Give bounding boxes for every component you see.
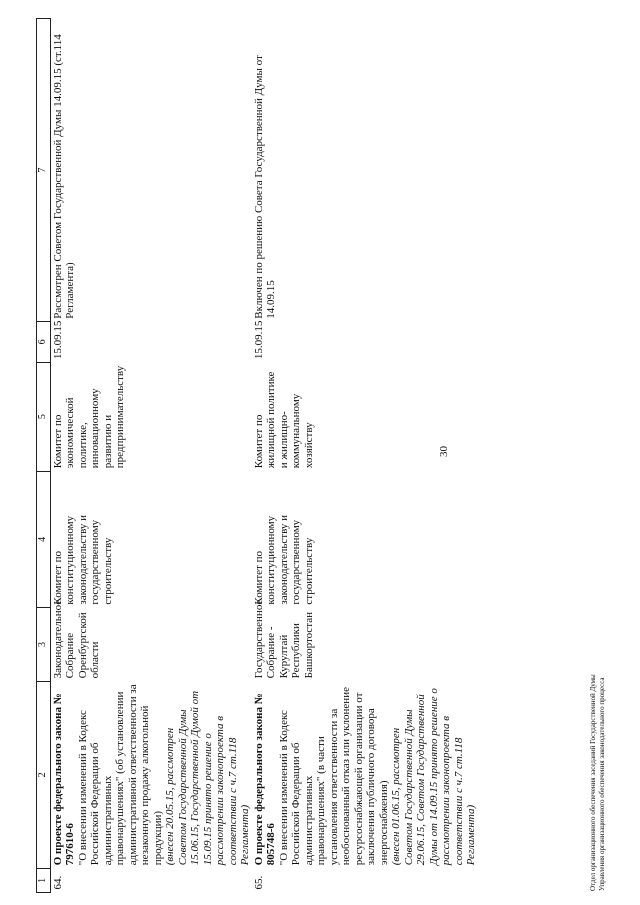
bill-title: О проекте федерального закона № 805748-6 <box>252 693 277 866</box>
bill-description: "О внесении изменений в Кодекс Российской Федерации об административных правонарушениях" (в части установления ответственности за необоснованный отказ или уклонение ресурсоснабжающей организации от заключения публичного договора энергоснабжения) <box>277 687 390 866</box>
col-header-7: 7 <box>37 19 51 322</box>
bill-status: (внесен 20.05.15, рассмотрен Советом Государственной Думы 15.06.15, Государственной Думой от 15.09.15 принято решение о рассмотрении законопроекта в соответствии с ч.7 ст.118 Регламента) <box>164 690 251 866</box>
initiator-cell: Законодательное Собрание Оренбургской области <box>51 599 101 679</box>
initiator-cell: Государственное Собрание - Курултай Республики Башкортостан <box>252 599 315 679</box>
co-committee-cell: Комитет по экономической политике, инновационному развитию и предпринимательству <box>51 365 126 469</box>
date-cell: 15.09.15 <box>252 320 265 360</box>
date-cell: 15.09.15 <box>51 320 64 360</box>
col-header-3: 3 <box>37 608 51 682</box>
bill-title: О проекте федерального закона № 797610-6 <box>51 693 76 866</box>
footer-line-2: Управления организационного обеспечения законодательного процесса <box>597 677 606 891</box>
bills-table <box>36 18 478 893</box>
col-header-4: 4 <box>37 471 51 607</box>
bill-cell <box>50 681 252 868</box>
bill-cell <box>252 681 478 868</box>
footer-line-1: Отдел организационного обеспечения заседаний Государственной Думы <box>589 674 597 891</box>
page-number: 30 <box>438 446 450 457</box>
col-header-6: 6 <box>37 322 51 362</box>
footer <box>589 674 606 891</box>
bill-description: "О внесении изменений в Кодекс Российской Федерации об административных правонарушениях" (об установлении административной ответственности за незаконную продажу алкогольной продукции) <box>76 684 164 866</box>
action-cell: Рассмотрен Советом Государственной Думы 14.09.15 (ст.114 Регламента) <box>51 34 76 319</box>
action-cell: Включен по решению Совета Государственной Думы от 14.09.15 <box>252 55 277 319</box>
committee-cell: Комитет по конституционному законодательству и государственному строительству <box>252 514 315 605</box>
committee-cell: Комитет по конституционному законодательству и государственному строительству <box>51 514 114 605</box>
col-header-5: 5 <box>37 362 51 471</box>
table-header-row <box>37 19 51 893</box>
row-number: 64. <box>51 875 64 890</box>
row-number: 65. <box>252 875 265 890</box>
table-row <box>252 19 478 893</box>
table-row <box>50 19 252 893</box>
co-committee-cell: Комитет по жилищной политике и жилищно-коммунальному хозяйству <box>252 371 315 469</box>
col-header-1: 1 <box>37 868 51 892</box>
col-header-2: 2 <box>37 681 51 868</box>
bill-status: (внесен 01.06.15, рассмотрен Советом Государственной Думы 29.06.15, Советом Государственной Думы от 14.09.15 принято решение о рассмотрении законопроекта в соответствии с ч.7 ст.118 Регламента) <box>390 688 477 866</box>
